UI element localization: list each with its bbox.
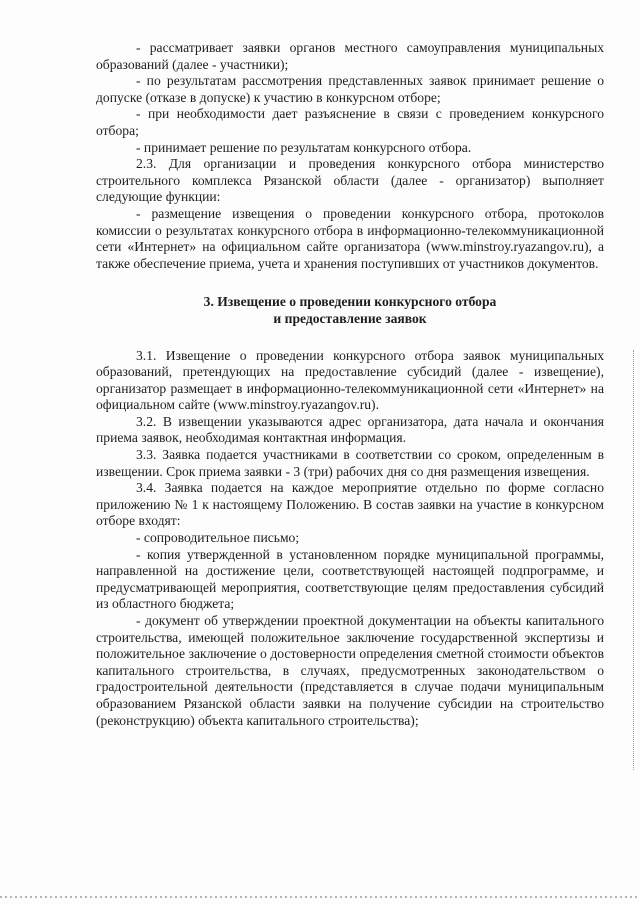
scan-bottom-line: [0, 896, 640, 898]
section-heading-line1: 3. Извещение о проведении конкурсного отбора: [203, 294, 497, 310]
paragraph-bottom-6: - копия утвержденной в установленном порядке муниципальной программы, направленной на достижение цели, соответствующей настоящей подпрограмме, и предусматривающей мероприятия, соответствующие целям предоставления субсидий из областного бюджета;: [96, 546, 604, 612]
paragraph-bottom-3: 3.3. Заявка подается участниками в соответствии со сроком, определенным в извещении. Срок приема заявки - 3 (три) рабочих дня со дня размещения извещения.: [96, 447, 604, 479]
paragraph-top-5: 2.3. Для организации и проведения конкурсного отбора министерство строительного комплекса Рязанской области (далее - организатор) выполняет следующие функции:: [96, 156, 604, 205]
paragraph-bottom-2: 3.2. В извещении указываются адрес организатора, дата начала и окончания приема заявок, необходимая контактная информация.: [96, 413, 604, 446]
paragraph-bottom-7: - документ об утверждении проектной документации на объекты капитального строительства, имеющей положительное заключение государственной экспертизы и положительное заключение о достоверности определения сметной стоимости объектов капитального строительства, в случаях, предусмотренных законодательством о градостроительной деятельности (представляется в случае подачи муниципальным образованием Рязанской области заявки на получение субсидии на строительство (реконструкцию) объекта капитального строительства);: [96, 613, 604, 728]
document-body: [96, 40, 604, 729]
paragraph-top-4: - принимает решение по результатам конкурсного отбора.: [136, 139, 472, 155]
paragraph-top-3: - при необходимости дает разъяснение в связи с проведением конкурсного отбора;: [96, 106, 604, 138]
paragraph-top-6: - размещение извещения о проведении конкурсного отбора, протоколов комиссии о результатах конкурсного отбора в информационно-телекоммуникационной сети «Интернет» на официальном сайте организатора (www.minstroy.ryazangov.ru), а также обеспечение приема, учета и хранения поступивших от участников документов.: [96, 205, 604, 271]
paragraph-top-1: - рассматривает заявки органов местного самоуправления муниципальных образований (далее - участники);: [96, 40, 604, 72]
paragraph-bottom-1: 3.1. Извещение о проведении конкурсного отбора заявок муниципальных образований, претендующих на предоставление субсидий (далее - извещение), организатор размещает в информационно-телекоммуникационной сети «Интернет» на официальном сайте (www.minstroy.ryazangov.ru).: [96, 347, 604, 413]
paragraph-bottom-5: - сопроводительное письмо;: [136, 530, 300, 546]
paragraph-top-2: - по результатам рассмотрения представленных заявок принимает решение о допуске (отказе в допуске) к участию в конкурсном отборе;: [96, 73, 604, 105]
section-heading: [96, 294, 604, 327]
paragraph-bottom-4: 3.4. Заявка подается на каждое мероприятие отдельно по форме согласно приложению № 1 к настоящему Положению. В состав заявки на участие в конкурсном отборе входят:: [96, 480, 604, 529]
scan-edge-mark: [632, 350, 634, 770]
section-heading-line2: и предоставление заявок: [273, 310, 427, 326]
